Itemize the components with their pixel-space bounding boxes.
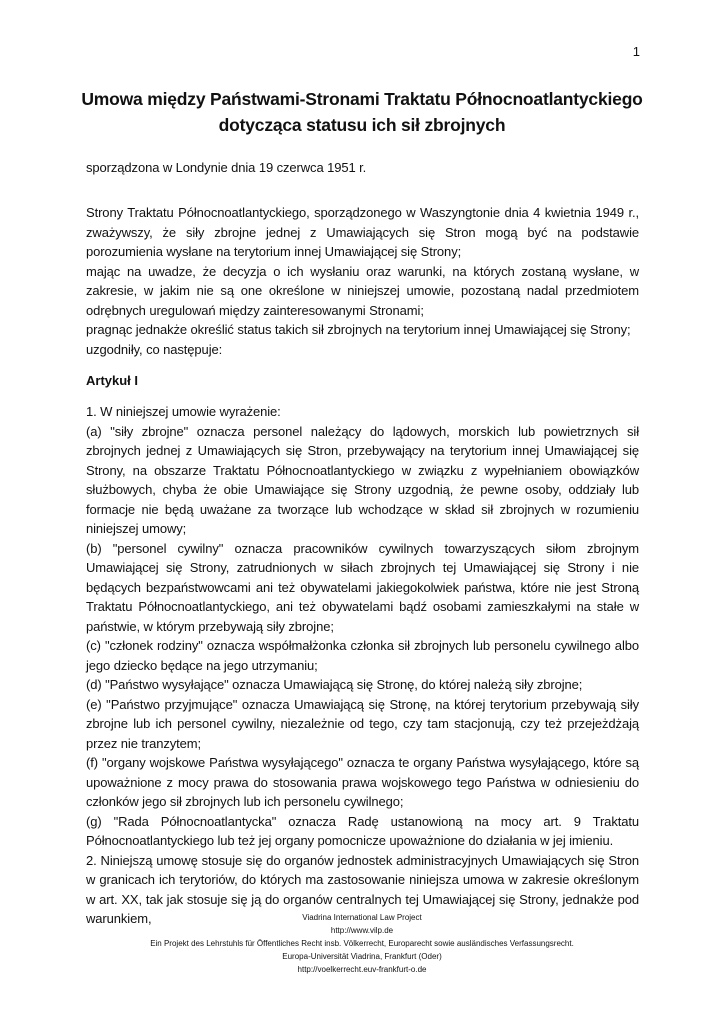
- article-heading: Artykuł I: [86, 373, 139, 388]
- article-body: [86, 402, 639, 929]
- article-paragraph: (c) "członek rodziny" oznacza współmałżonka członka sił zbrojnych lub personelu cywilnego albo jego dziecko będące na jego utrzymaniu;: [86, 638, 639, 673]
- footer-link[interactable]: http://voelkerrecht.euv-frankfurt-o.de: [297, 965, 427, 974]
- article-paragraph: (a) "siły zbrojne" oznacza personel należący do lądowych, morskich lub powietrznych sił zbrojnych jednej z Umawiających się Stron, przebywający na terytorium innej Umawiającej się Strony, na obszarze Traktatu Północnoatlantyckiego w związku z wypełnianiem obowiązków służbowych, chyba że obie Umawiające się Strony uzgodnią, że pewne osoby, oddziały lub formacje nie będą uważane za tworzące lub wchodzące w skład sił zbrojnych w rozumieniu niniejszej umowy;: [86, 423, 639, 536]
- title-line-2: dotycząca statusu ich sił zbrojnych: [218, 115, 506, 135]
- footer-university: Europa-Universität Viadrina, Frankfurt (Oder): [282, 952, 442, 961]
- preamble-paragraph: uzgodniły, co następuje:: [86, 341, 223, 357]
- page-number: 1: [632, 44, 640, 59]
- article-paragraph: (g) "Rada Północnoatlantycka" oznacza Radę ustanowioną na mocy art. 9 Traktatu Północnoatlantyckiego lub też jej organy pomocnicze upoważnione do działania w jej imieniu.: [86, 813, 639, 848]
- article-paragraph: (d) "Państwo wysyłające" oznacza Umawiającą się Stronę, do której należą siły zbrojne;: [86, 677, 583, 692]
- preamble: [86, 203, 639, 359]
- preamble-paragraph: Strony Traktatu Północnoatlantyckiego, sporządzonego w Waszyngtonie dnia 4 kwietnia 1949 r., zważywszy, że siły zbrojne jednej z Umawiających się Stron mogą być na podstawie porozumienia wysłane na terytorium innej Umawiającej się Strony;: [86, 205, 639, 259]
- footer-description: Ein Projekt des Lehrstuhls für Öffentliches Recht insb. Völkerrecht, Europarecht sowie ausländisches Verfassungsrecht.: [150, 939, 574, 948]
- place-date-line: sporządzona w Londynie dnia 19 czerwca 1951 r.: [86, 160, 367, 175]
- footer-project-name: Viadrina International Law Project: [302, 913, 422, 922]
- article-paragraph: (f) "organy wojskowe Państwa wysyłającego" oznacza te organy Państwa wysyłającego, które są upoważnione z mocy prawa do stosowania prawa wojskowego tego Państwa w odniesieniu do członków jego sił zbrojnych lub ich personelu cywilnego;: [86, 755, 639, 809]
- preamble-paragraph: mając na uwadze, że decyzja o ich wysłaniu oraz warunki, na których zostaną wysłane, w zakresie, w jakim nie są one określone w niniejszej umowie, pozostaną nadal przedmiotem odrębnych uregulowań między zainteresowanymi Stronami;: [86, 263, 639, 318]
- footer-link[interactable]: http://www.vilp.de: [330, 926, 394, 935]
- article-paragraph: 1. W niniejszej umowie wyrażenie:: [86, 404, 281, 419]
- article-paragraph: (b) "personel cywilny" oznacza pracowników cywilnych towarzyszących siłom zbrojnym Umawiającej się Strony, zatrudnionych w siłach zbrojnych tej Umawiającej się Strony i nie będących bezpaństwowcami ani też obywatelami jakiegokolwiek państwa, które nie jest Stroną Traktatu Północnoatlantyckiego, ani też obywatelami bądź osobami zamieszkałymi na stałe w państwie, w którym przebywają siły zbrojne;: [86, 540, 639, 634]
- article-paragraph: (e) "Państwo przyjmujące" oznacza Umawiającą się Stronę, na której terytorium przebywają siły zbrojne lub ich personel cywilny, niezależnie od tego, czy tam stacjonują, czy też przejeżdżają przez nie tranzytem;: [86, 696, 639, 751]
- document-title: [60, 86, 664, 138]
- preamble-paragraph: pragnąc jednakże określić status takich sił zbrojnych na terytorium innej Umawiającej się Strony;: [86, 322, 631, 337]
- page-footer: [60, 911, 664, 976]
- article-paragraph: 2. Niniejszą umowę stosuje się do organów jednostek administracyjnych Umawiających się Stron w granicach ich terytoriów, do których ma zastosowanie niniejsza umowa w zakresie określonym w art. XX, tak jak stosuje się ją do organów centralnych tej Umawiającej się Strony, jednakże pod warunkiem,: [86, 852, 639, 926]
- title-line-1: Umowa między Państwami-Stronami Traktatu Północnoatlantyckiego: [81, 89, 643, 109]
